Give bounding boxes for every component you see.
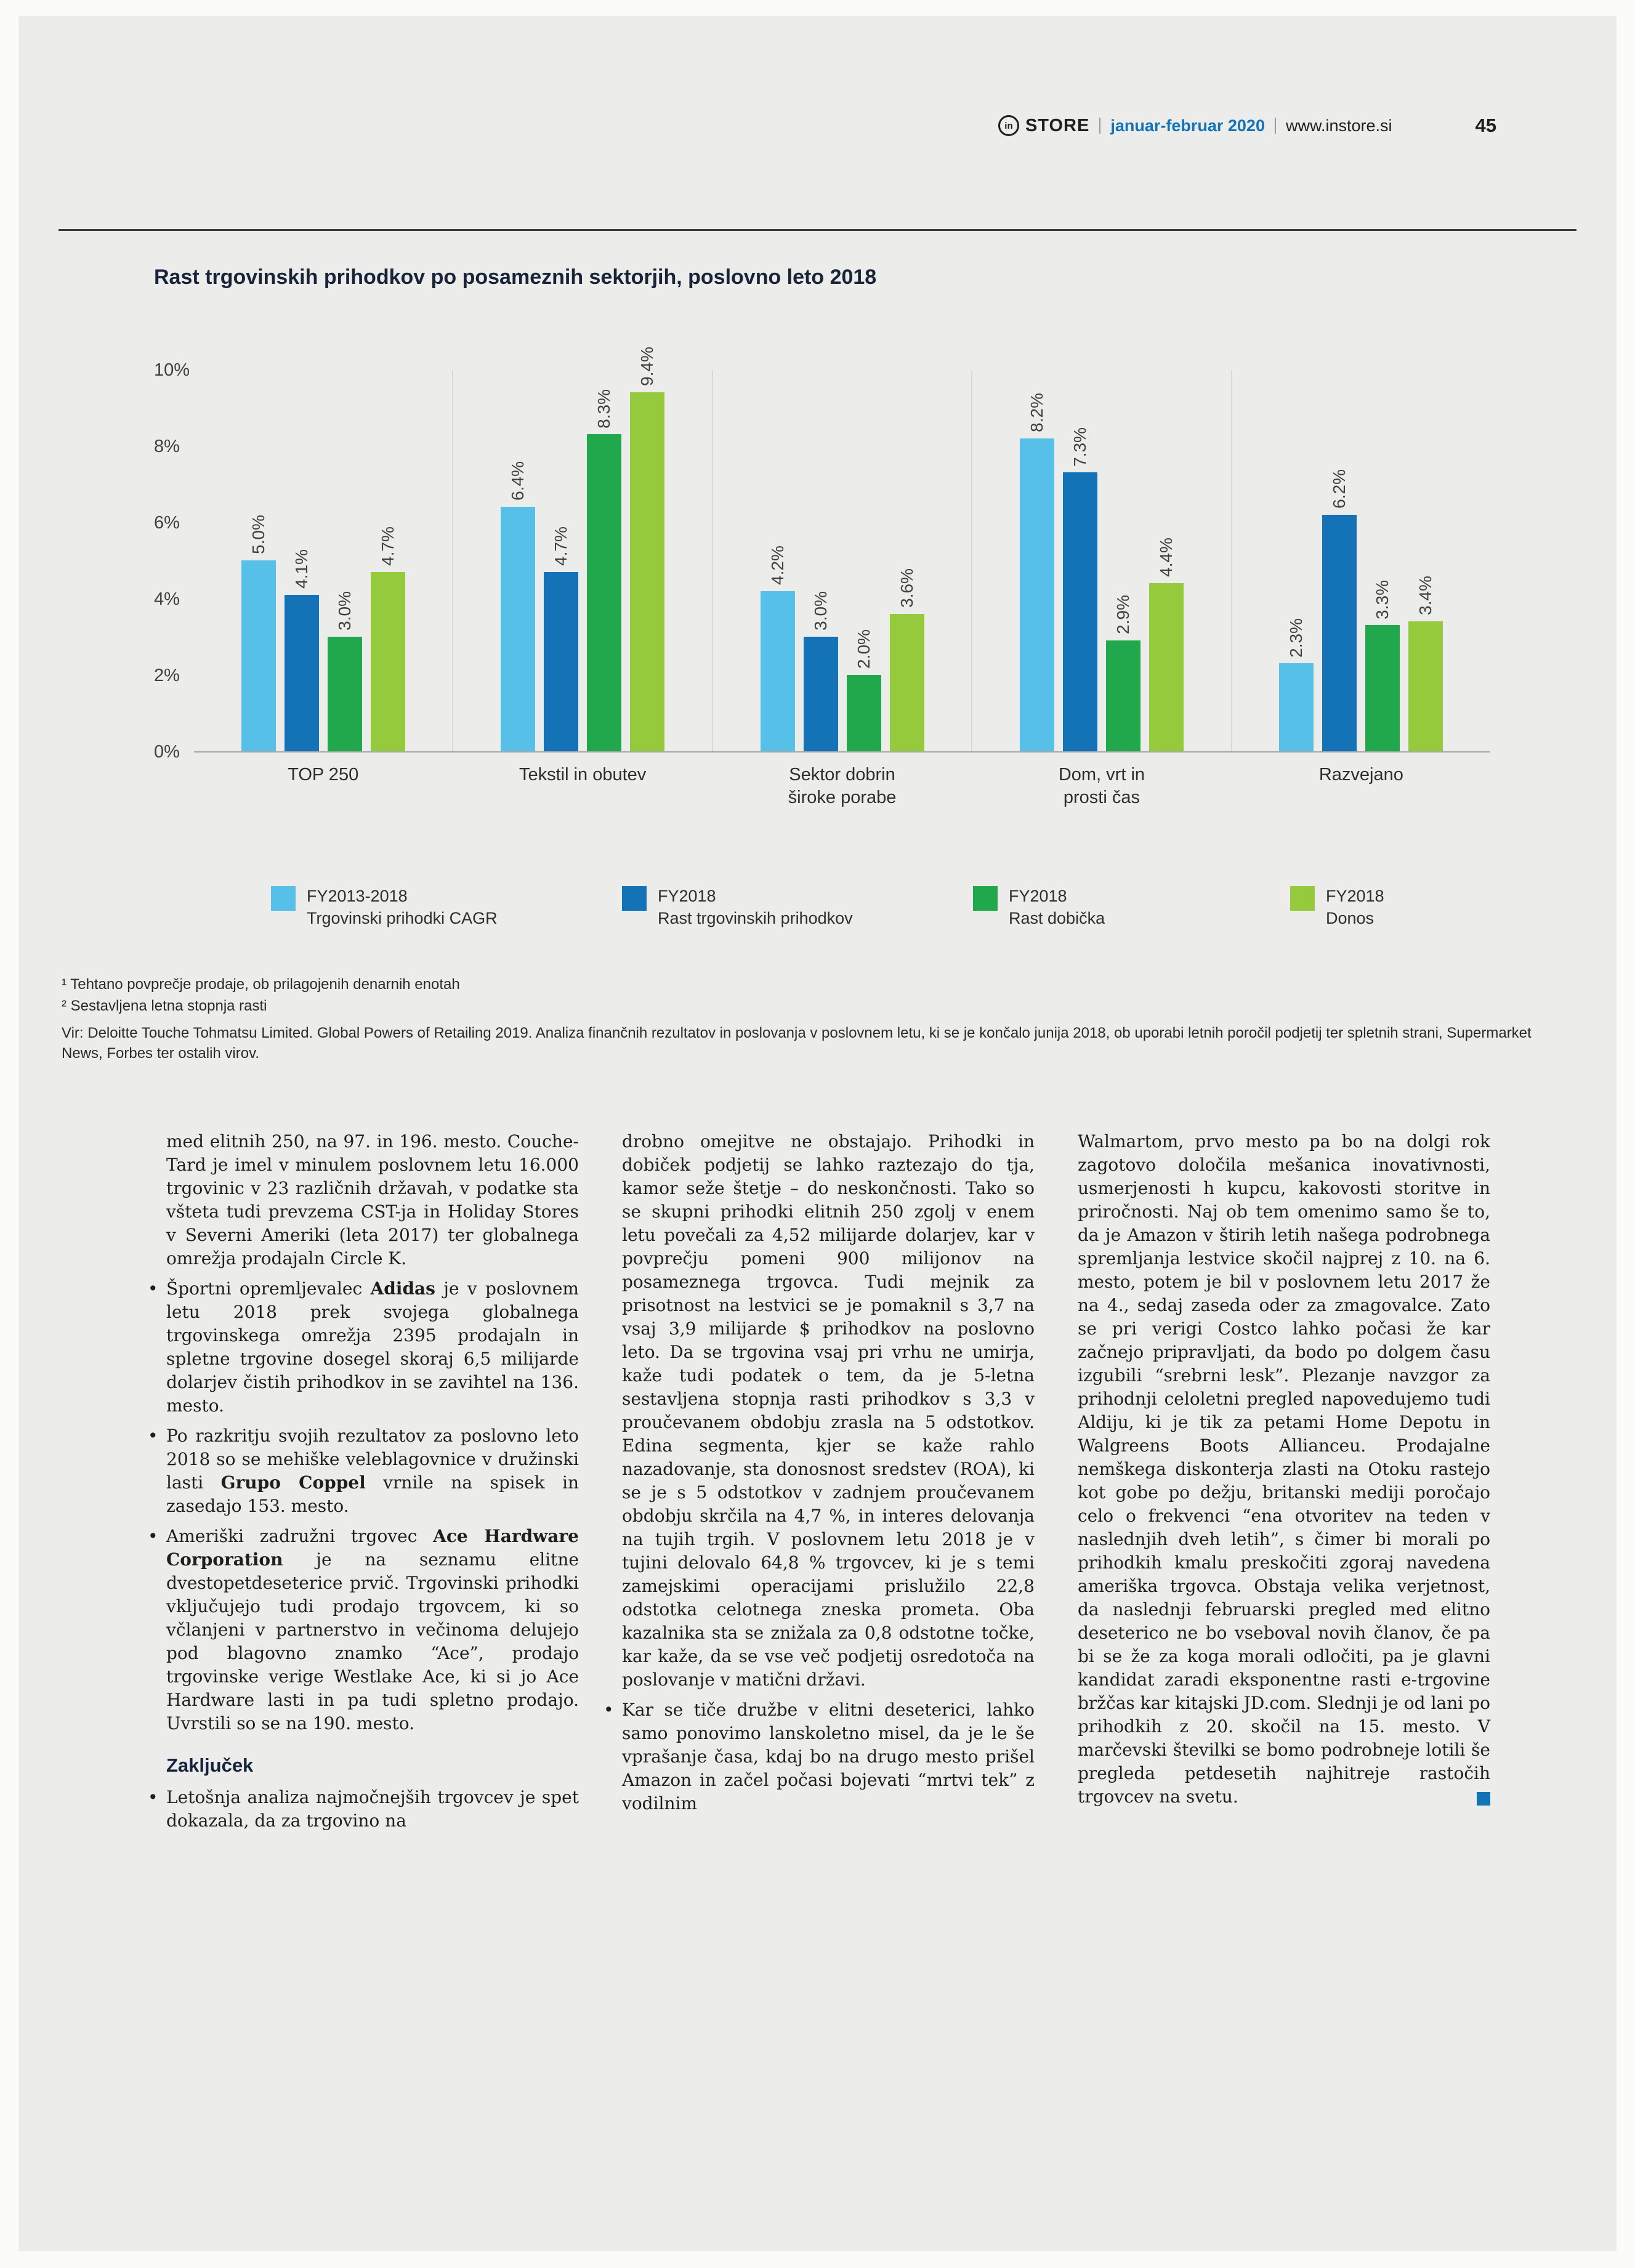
category-label: TOP 250 [288,765,359,785]
bar-series-1 [544,526,578,751]
text-segment: Ameriški zadružni trgovec [166,1526,434,1546]
bar-series-0 [501,461,535,751]
paragraph [1078,1130,1490,1809]
bar-series-2 [328,591,362,751]
plot-area [194,347,1490,807]
bar-value-label: 3.3% [1373,579,1392,619]
y-axis-label: 10% [154,360,190,380]
plot-row [154,347,1490,807]
legend-swatch [622,886,647,911]
text-segment: med elitnih 250, na 97. in 196. mesto. Couche-Tard je imel v minulem poslovnem letu 16.000 trgovinic v 23 različnih državah, v podatke sta všteta tudi prevzema CST-ja in Holiday Stores v Severni Ameriki (leta 2017) ter globalnega omrežja prodajaln Circle K. [166,1131,579,1269]
bar-value-label: 6.2% [1330,469,1349,509]
issue-date: januar-februar 2020 [1110,116,1265,135]
category-label: Sektor dobrin široke porabe [788,765,897,807]
bar-value-label: 2.9% [1113,595,1132,635]
instore-logo-icon: in [998,115,1019,136]
bar-group [194,371,452,785]
y-axis-label: 8% [154,437,180,456]
text-segment: Športni opremljevalec [166,1278,371,1299]
bar-value-label: 2.3% [1286,618,1306,658]
bullet-paragraph [166,1277,579,1418]
bar-series-0 [1020,392,1054,751]
bar-series-3 [630,347,664,751]
bullet-paragraph [166,1525,579,1735]
bar-series-1 [285,549,319,751]
text-segment: Po razkritju svojih rezultatov za poslovno leto 2018 so se mehiške veleblagovnice v družinski lasti [166,1426,579,1493]
bar-value-label: 6.4% [508,461,528,501]
bullet-paragraph [166,1424,579,1518]
text-segment: Adidas [370,1278,435,1299]
legend-item [973,885,1290,929]
bar-value-label: 4.1% [291,549,311,589]
legend-swatch [271,886,296,911]
text-segment: Grupo Coppel [220,1472,366,1493]
bullet-paragraph [166,1786,579,1833]
section-heading [166,1754,579,1777]
text-segment: vrnile na spisek in zasedajo 153. mesto. [166,1472,579,1516]
page-number: 45 [1475,115,1496,136]
bar-group [452,347,711,785]
category-label: Dom, vrt in prosti čas [1058,765,1145,807]
end-of-article-marker [1477,1792,1490,1806]
bar-value-label: 7.3% [1070,427,1089,467]
legend-item [1290,885,1490,929]
article-column-1 [166,1130,579,1839]
text-segment: Walmartom, prvo mesto pa bo na dolgi rok zagotovo določila mešanica inovativnosti, usmerjenosti h kupcu, kakovosti storitve in priročnosti. Naj ob tem omenimo samo še to, da je Amazon v štirih letih našega podrobnega spremljanja lestvice skočil najprej z 10. na 6. mesto, potem je bil v poslovnem letu 2017 že na 4., sedaj zaseda oder za zmagovalce. Zato se pri verigi Costco lahko počasi že kar začnejo pripravljati, da bodo po dolgem času izgubili “srebrni lesk”. Plezanje navzgor za prihodnji celoletni pregled napovedujemo tudi Aldiju, ki je tik za petami Home Depotu in Walgreens Boots Allianceu. Prodajalne nemškega diskonterja zlasti na Otoku rastejo kot gobe po dežju, britanski mediji poročajo celo o frekvenci “ena otvoritev na teden v naslednjih dveh letih”, s čimer bi morali po prihodkih kmalu preskočiti zgoraj navedena ameriška trgovca. Obstaja velika verjetnost, da naslednji februarski pregled med elitno deseterico ne bo vseboval novih članov, če pa bi se že za koga morali odločiti, pa je glavni kandidat zaradi eksponentne rasti e-trgovine bržčas kar kitajski JD.com. Slednji je od lani po prihodkih z 20. skočil na 15. mesto. V marčevski številki se bomo podrobneje lotili še pregleda petdesetih najhitreje rastočih trgovcev na svetu. [1078,1131,1490,1807]
legend-swatch [1290,886,1315,911]
text-segment: Letošnja analiza najmočnejših trgovcev je spet dokazala, da za trgovino na [166,1787,579,1831]
legend-label: FY2018 Rast trgovinskih prihodkov [658,887,853,927]
bar-value-label: 3.0% [810,591,830,631]
bar-value-label: 3.6% [897,568,916,608]
footnotes-section [62,974,1576,1063]
website-url: www.instore.si [1285,116,1392,135]
chart-legend [154,885,1490,929]
y-axis-label: 6% [154,513,180,533]
bar-value-label: 4.4% [1156,538,1176,578]
article-column-2 [622,1130,1035,1839]
bar-series-0 [761,545,795,751]
bar-value-label: 2.0% [854,629,873,669]
text-segment: drobno omejitve ne obstajajo. Prihodki in dobiček podjetij se lahko raztezajo do tja, kamor seže štetje – do neskončnosti. Tako so se skupni prihodki elitnih 250 zgolj v enem letu povečali za 4,52 milijarde dolarjev, kar v povprečju pomeni 900 milijonov na posameznega trgovca. Tudi mejnik za prisotnost na lestvici se je pomaknil s 3,7 na vsaj 3,9 milijarde $ prihodkov na poslovno leto. Da se trgovina vsaj pri vrhu ne umirja, kaže tudi podatek o tem, da je 5-letna sestavljena stopnja rasti prihodkov s 3,3 v proučevanem obdobju zrasla na 5 odstotkov. Edina segmenta, kjer se kaže rahlo nazadovanje, sta donosnost sredstev (ROA), ki se je s 5 odstotkov v zadnjem proučevanem obdobju skrčila na 4,7 %, in interes delovanja na tujih trgih. V poslovnem letu 2018 je v tujini delovalo 64,8 % trgovcev, ki je s temi zamejskimi operacijami prislužilo 22,8 odstotka celotnega zneska prometa. Oba kazalnika sta se znižala za 0,8 odstotne točke, kar kaže, da se vse več podjetij osredotoča na poslovanje v matični državi. [622,1131,1035,1690]
footnote-2: ² Sestavljena letna stopnja rasti [62,998,267,1014]
bar-group [1231,371,1490,785]
y-axis-label: 4% [154,589,180,609]
bar-value-label: 4.7% [551,526,571,566]
paragraph [166,1130,579,1270]
legend-swatch [973,886,998,911]
legend-item [271,885,622,929]
header-separator [1275,118,1276,134]
bar-value-label: 8.3% [594,389,614,429]
y-axis-label: 2% [154,666,180,685]
bar-series-3 [1408,576,1443,751]
y-axis-label: 0% [154,742,180,762]
bar-value-label: 5.0% [248,515,268,554]
bullet-paragraph [622,1698,1035,1815]
bar-value-label: 8.2% [1027,392,1046,432]
bar-value-label: 4.2% [767,545,787,585]
paragraph [622,1130,1035,1692]
bar-chart [154,347,1490,929]
bar-series-0 [1279,618,1314,751]
chart-section [18,265,1617,929]
bar-series-2 [847,629,881,751]
page-header [18,16,1617,137]
footnote-1: ¹ Tehtano povprečje prodaje, ob prilagojenih denarnih enotah [62,976,460,993]
bar-value-label: 3.0% [334,591,354,631]
article-body [166,1130,1490,1839]
bar-value-label: 4.7% [377,526,397,566]
text-segment: je na seznamu elitne dvestopetdeseterice prvič. Trgovinski prihodki vključujejo tudi prodajo trgovcem, ki so včlanjeni v partnerstvo in večinoma delujejo pod blagovno znamko “Ace”, prodajo trgovinske verige Westlake Ace, ki si jo Ace Hardware lasti in pa tudi spletno prodajo. Uvrstili so se na 190. mesto. [166,1549,579,1733]
bar-series-1 [1063,427,1097,751]
category-label: Tekstil in obutev [519,765,647,785]
legend-label: FY2018 Donos [1326,887,1384,927]
bar-series-3 [890,568,924,751]
bar-series-1 [804,591,838,751]
bar-group [971,371,1230,807]
text-segment: Kar se tiče družbe v elitni deseterici, lahko samo ponovimo lanskoletno misel, da je le še vprašanje časa, kdaj bo na drugo mesto prišel Amazon in začel počasi bojevati “mrtvi tek” z vodilnim [622,1700,1035,1814]
legend-item [622,885,973,929]
legend-label: FY2018 Rast dobička [1009,887,1105,927]
brand-name: STORE [1025,115,1090,135]
bar-series-3 [1149,538,1184,751]
bar-series-0 [241,515,276,751]
bar-series-3 [371,526,405,751]
bar-series-2 [1106,595,1140,751]
category-label: Razvejano [1318,765,1403,785]
bar-group [712,371,971,807]
bar-value-label: 9.4% [637,347,657,387]
chart-title: Rast trgovinskih prihodkov po posameznih sektorjih, poslovno leto 2018 [154,265,877,289]
legend-label: FY2013-2018 Trgovinski prihodki CAGR [307,887,498,927]
bar-series-2 [587,389,621,751]
text-segment: je v poslovnem letu 2018 prek svojega globalnega trgovinskega omrežja 2395 prodajaln in spletne trgovine dosegel skoraj 6,5 milijarde dolarjev čistih prihodkov in se zavihtel na 136. mesto. [166,1278,579,1416]
bar-series-2 [1365,579,1400,751]
magazine-page [18,16,1617,2251]
text-segment: Ace Hardware Corporation [166,1526,579,1570]
source-line: Vir: Deloitte Touche Tohmatsu Limited. Global Powers of Retailing 2019. Analiza finančnih rezultatov in poslovanja v poslovnem letu, ki se je končalo junija 2018, ob uporabi letnih poročil podjetij ter spletnih strani, Supermarket News, Forbes ter ostalih virov. [62,1025,1532,1062]
y-axis [154,360,194,762]
text-segment: Zaključek [166,1754,254,1776]
article-column-3 [1078,1130,1490,1839]
header-separator [1099,118,1100,134]
divider-rule [59,229,1576,231]
bar-value-label: 3.4% [1416,576,1435,616]
bar-series-1 [1322,469,1357,751]
